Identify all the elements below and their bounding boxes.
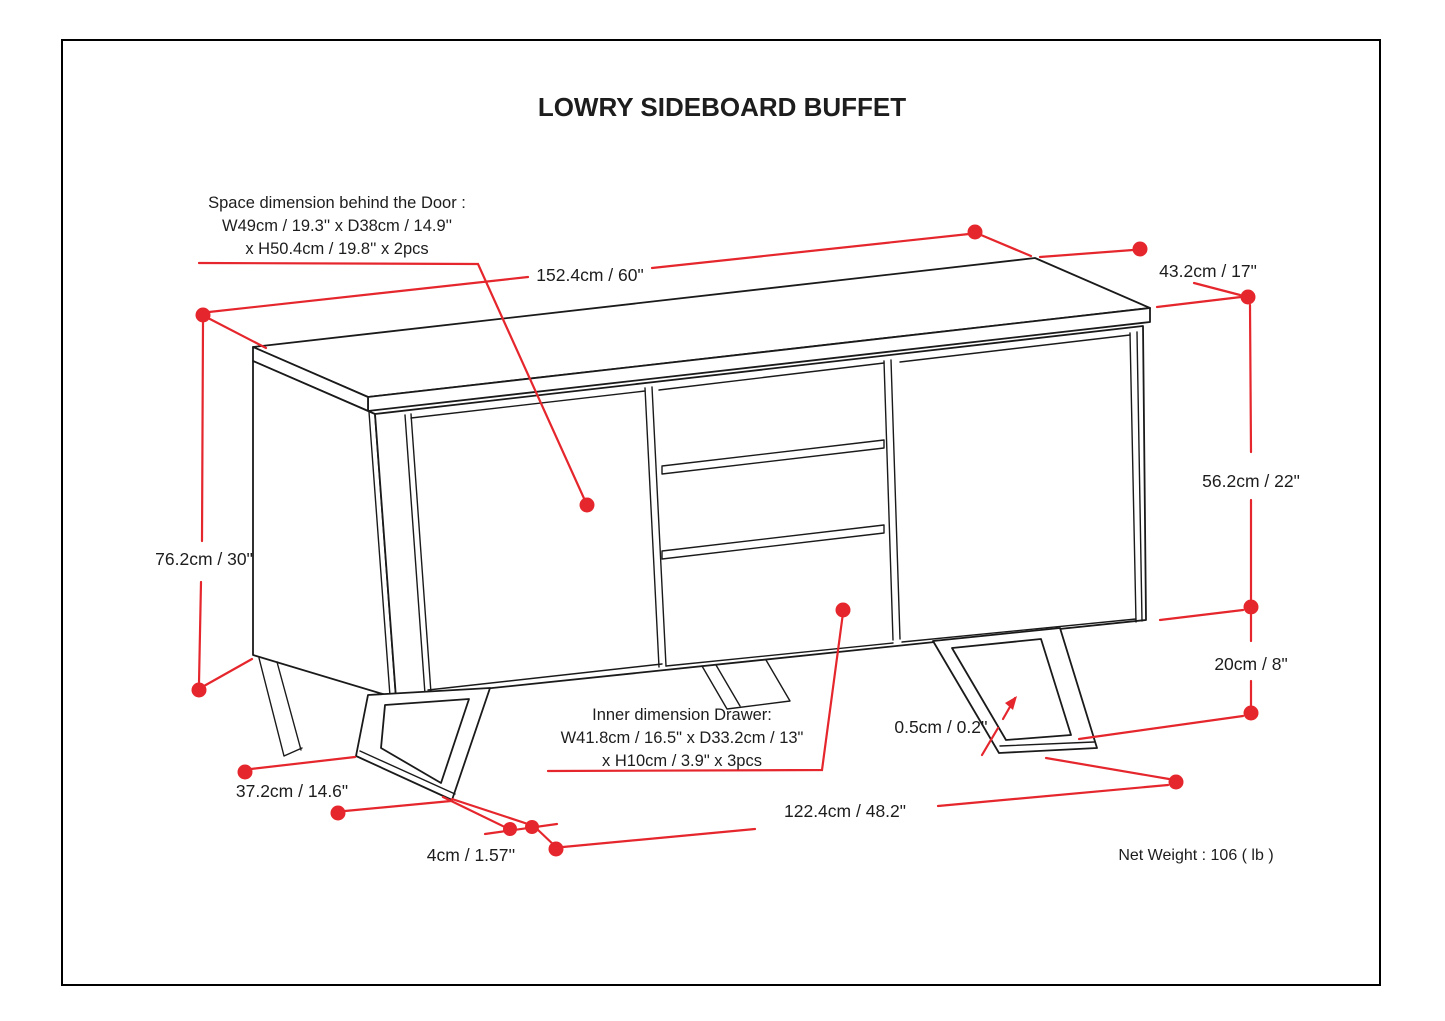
depth-label: 43.2cm / 17" [1159, 261, 1257, 281]
dim-dot [1241, 290, 1256, 305]
dim-dot [836, 603, 851, 618]
leg-height-label: 20cm / 8" [1214, 654, 1288, 674]
door-space-note-line1: Space dimension behind the Door : [208, 194, 466, 212]
cabinet-height-label: 56.2cm / 22" [1202, 471, 1300, 491]
dim-dot [196, 308, 211, 323]
dim-dot [1244, 600, 1259, 615]
leg-depth-label: 37.2cm / 14.6" [235, 781, 349, 801]
dim-dot [1169, 775, 1184, 790]
drawer-inner-note-line3: x H10cm / 3.9" x 3pcs [602, 752, 762, 770]
door-space-note-line2: W49cm / 19.3'' x D38cm / 14.9'' [222, 217, 452, 235]
dim-dot [968, 225, 983, 240]
net-weight-label: Net Weight : 106 ( lb ) [1118, 847, 1274, 864]
dim-dot [192, 683, 207, 698]
width-label: 152.4cm / 60" [536, 265, 644, 285]
dim-dot [580, 498, 595, 513]
dim-dot [331, 806, 346, 821]
leg-span-label: 122.4cm / 48.2" [784, 801, 906, 821]
dim-dot [238, 765, 253, 780]
dimension-foot-width [443, 797, 557, 847]
dim-dot [503, 822, 517, 836]
drawer-inner-note-line2: W41.8cm / 16.5" x D33.2cm / 13" [560, 729, 804, 747]
door-space-note-line3: x H50.4cm / 19.8'' x 2pcs [245, 240, 429, 258]
overall-height-label: 76.2cm / 30" [155, 549, 253, 569]
foot-width-label: 4cm / 1.57'' [426, 845, 516, 865]
dim-dot [1133, 242, 1148, 257]
dim-dot [1244, 706, 1259, 721]
drawer-inner-note-line1: Inner dimension Drawer: [592, 706, 772, 724]
page-title: LOWRY SIDEBOARD BUFFET [537, 92, 907, 122]
front-left-leg [356, 688, 490, 800]
foot-plate-label: 0.5cm / 0.2'' [894, 717, 988, 737]
dim-dot [525, 820, 539, 834]
dim-dot [549, 842, 564, 857]
